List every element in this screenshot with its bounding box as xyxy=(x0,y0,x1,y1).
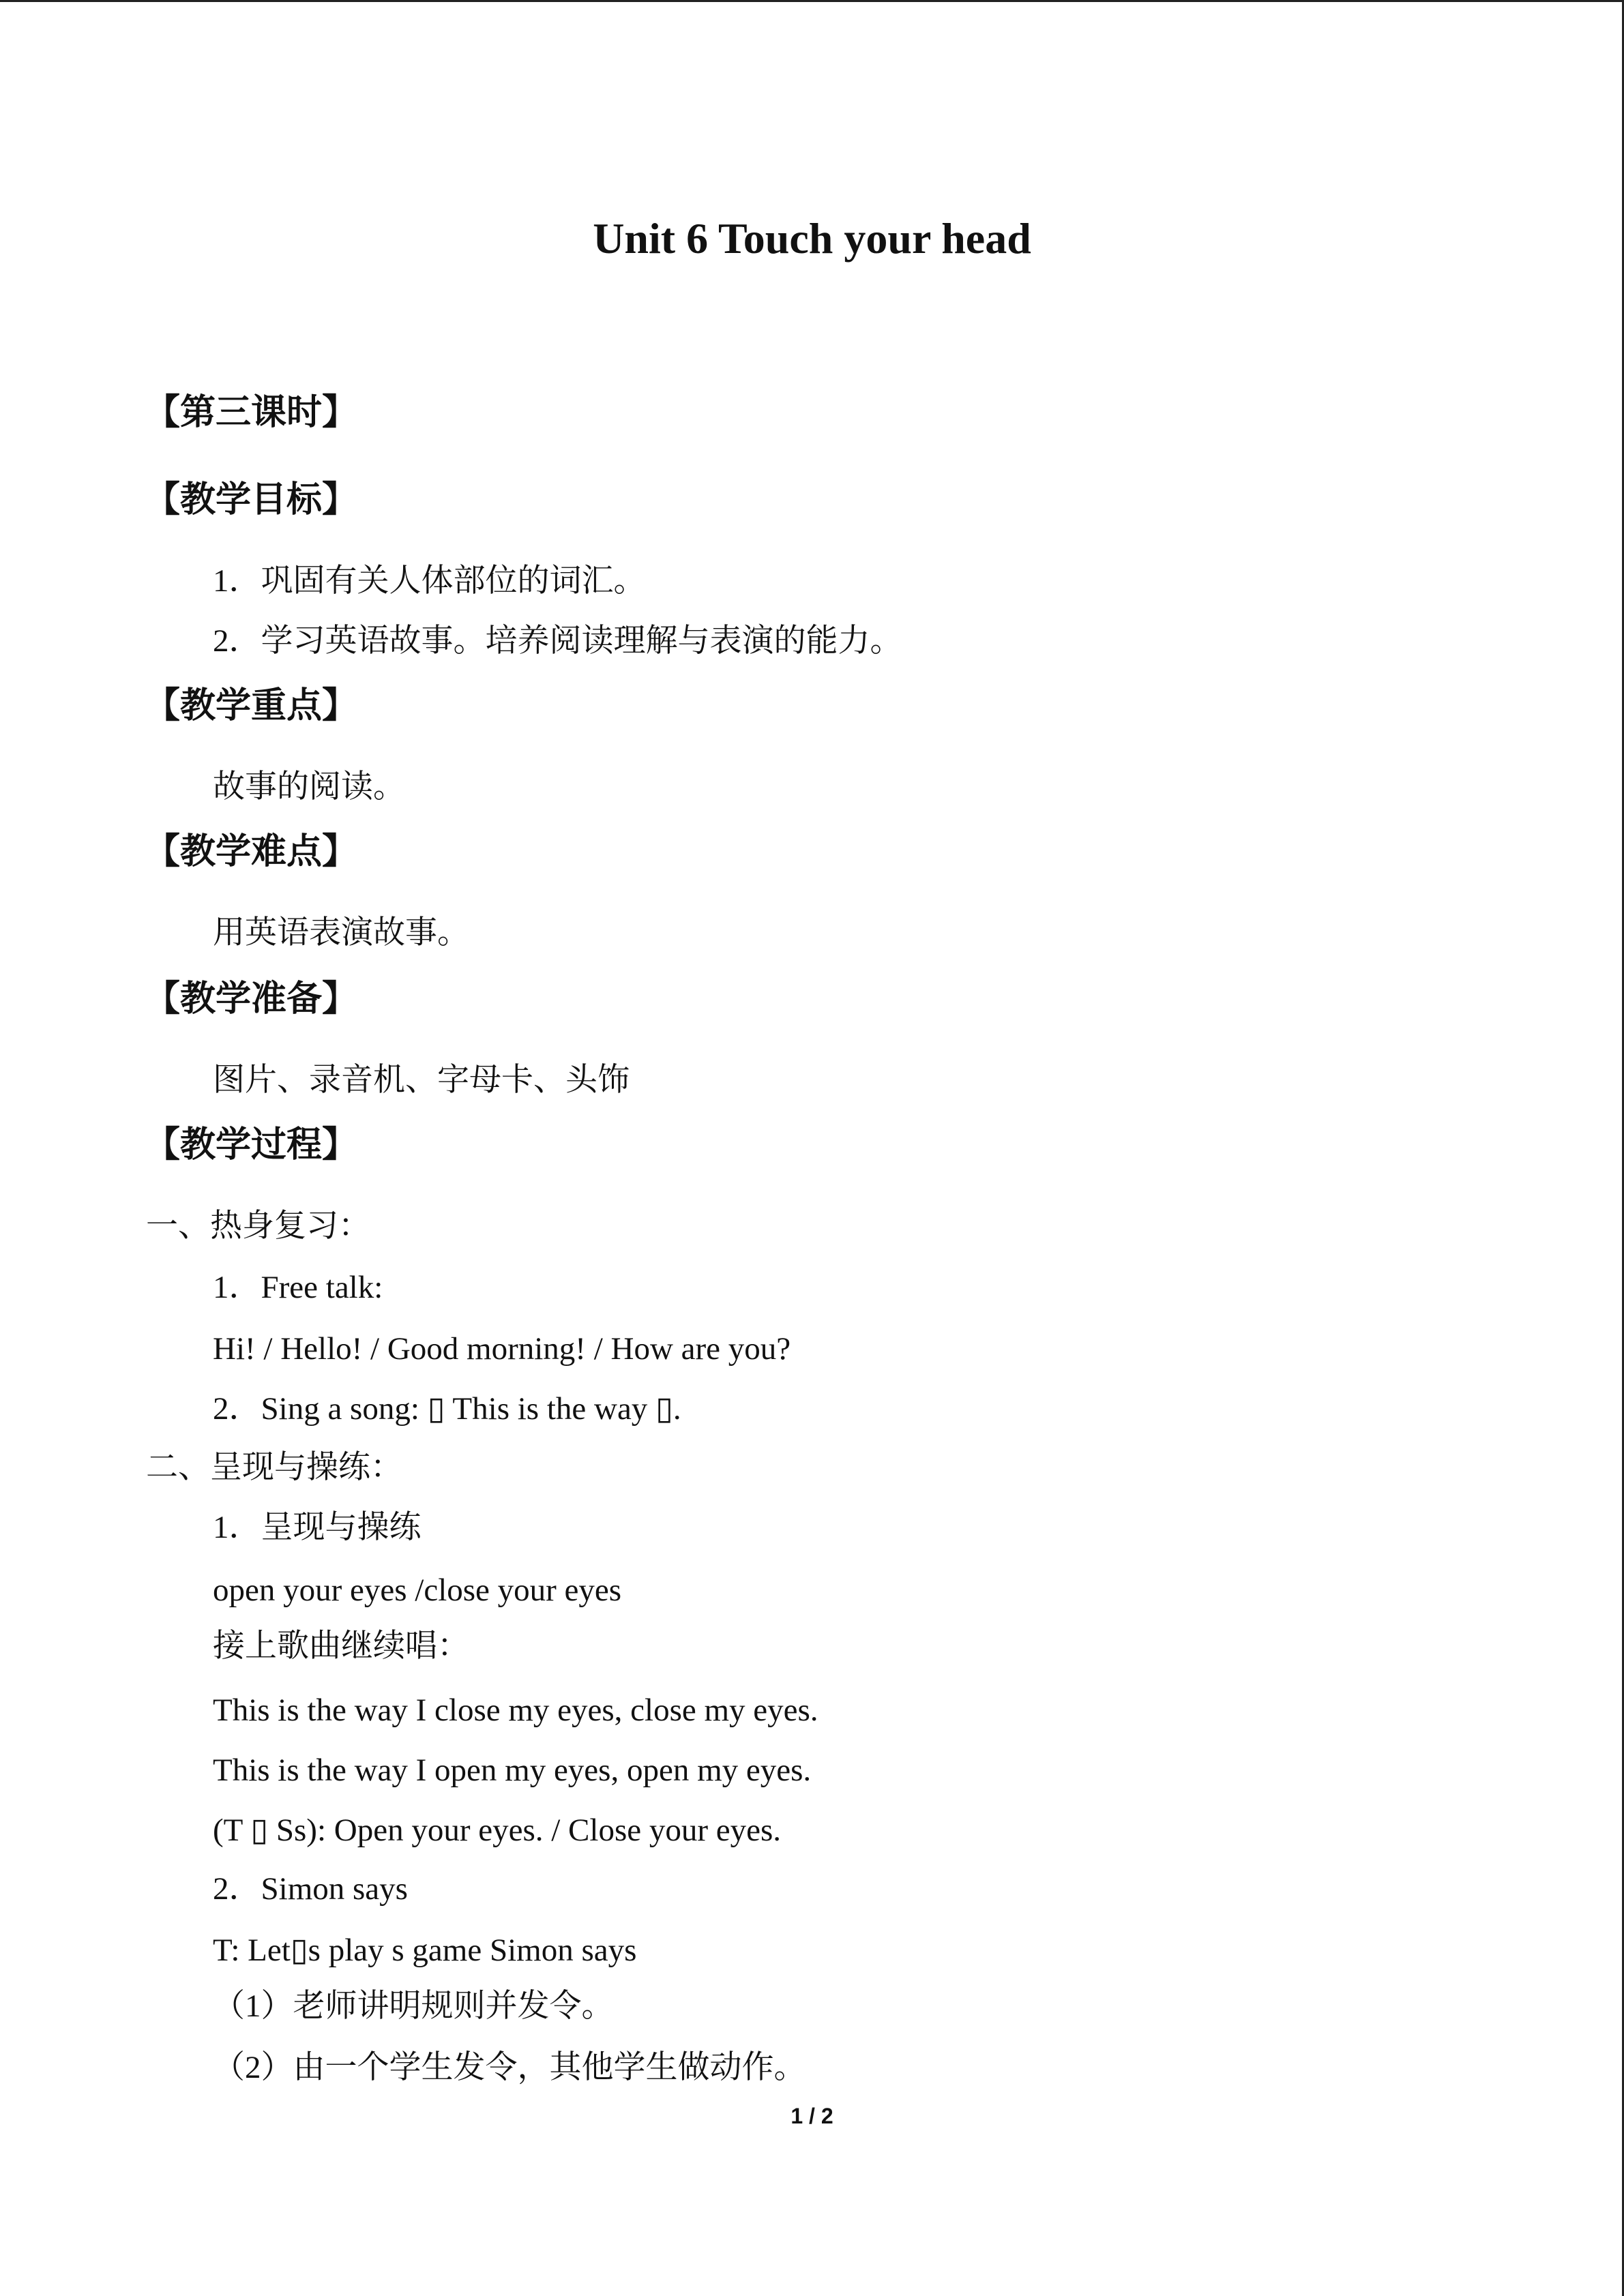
process-part1-item2: 2．Sing a song: ▯ This is the way ▯. xyxy=(213,1391,681,1427)
process-part2-item2-line2: （1）老师讲明规则并发令。 xyxy=(213,1988,614,2024)
page-number: 1 / 2 xyxy=(791,2104,833,2128)
process-part2-item1-line1: open your eyes /close your eyes xyxy=(213,1572,622,1608)
objective-item-2: 2．学习英语故事。培养阅读理解与表演的能力。 xyxy=(213,623,902,659)
objective-item-1: 1．巩固有关人体部位的词汇。 xyxy=(213,563,646,599)
page-border-top xyxy=(0,0,1624,2)
process-part2-item1-line3: This is the way I close my eyes, close my eyes. xyxy=(213,1693,818,1728)
process-part2-item2-line1: T: Let▯s play s game Simon says xyxy=(213,1933,637,1968)
process-part2-item1-line5: (T ▯ Ss): Open your eyes. / Close your eyes. xyxy=(213,1813,782,1848)
difficulties-heading: 【教学难点】 xyxy=(145,831,358,872)
process-part1-title: 一、热身复习： xyxy=(146,1208,370,1244)
process-part2-title: 二、呈现与操练： xyxy=(146,1450,402,1485)
process-part2-item1-line2: 接上歌曲继续唱： xyxy=(213,1628,469,1664)
process-part2-item1: 1．呈现与操练 xyxy=(213,1510,422,1545)
preparation-text: 图片、录音机、字母卡、头饰 xyxy=(213,1062,630,1098)
process-part2-item2-line3: （2）由一个学生发令，其他学生做动作。 xyxy=(213,2050,806,2085)
process-heading: 【教学过程】 xyxy=(145,1124,358,1165)
process-part1-item1-text: Hi! / Hello! / Good morning! / How are you? xyxy=(213,1331,791,1367)
process-part2-item2: 2．Simon says xyxy=(213,1871,408,1907)
key-points-heading: 【教学重点】 xyxy=(145,685,358,726)
difficulties-text: 用英语表演故事。 xyxy=(213,915,469,951)
process-part2-item1-line4: This is the way I open my eyes, open my eyes. xyxy=(213,1753,812,1788)
document-title: Unit 6 Touch your head xyxy=(593,214,1031,263)
key-points-text: 故事的阅读。 xyxy=(213,769,405,805)
period-heading: 【第三课时】 xyxy=(145,392,358,433)
process-part1-item1: 1．Free talk: xyxy=(213,1270,383,1305)
preparation-heading: 【教学准备】 xyxy=(145,979,358,1019)
objectives-heading: 【教学目标】 xyxy=(145,479,358,520)
